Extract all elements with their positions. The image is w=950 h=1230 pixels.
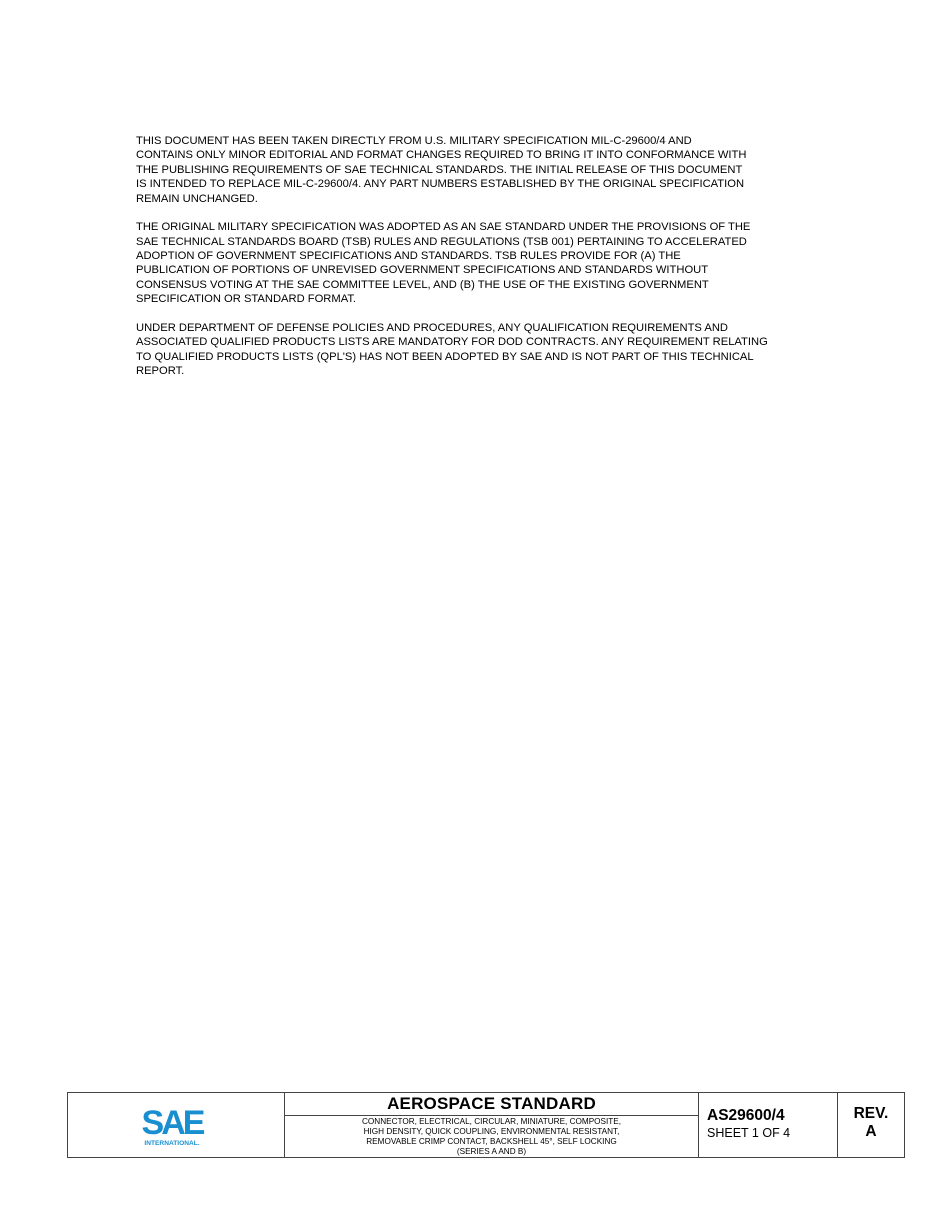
sheet-number: SHEET 1 OF 4 bbox=[707, 1126, 791, 1140]
paragraph-source-notice: THIS DOCUMENT HAS BEEN TAKEN DIRECTLY FROM U.S. MILITARY SPECIFICATION MIL-C-29600/4 AND CONTAINS ONLY MINOR EDITORIAL AND FORMAT CHANGES REQUIRED TO BRING IT INTO CONFORMANCE WITH THE PUBLISHING REQUIREMENTS OF SAE TECHNICAL STANDARDS. THE INITIAL RELEASE OF THIS DOCUMENT IS INTENDED TO REPLACE MIL-C-29600/4. ANY PART NUMBERS ESTABLISHED BY THE ORIGINAL SPECIFICATION REMAIN UNCHANGED. bbox=[136, 135, 747, 205]
standard-cell bbox=[285, 1093, 699, 1157]
document-number-cell bbox=[699, 1093, 838, 1157]
revision-label: REV. bbox=[853, 1105, 889, 1122]
revision-value: A bbox=[865, 1123, 877, 1140]
logo-cell bbox=[68, 1093, 285, 1157]
standard-heading: AEROSPACE STANDARD bbox=[285, 1093, 698, 1116]
title-block bbox=[67, 1092, 905, 1158]
paragraph-qualification: UNDER DEPARTMENT OF DEFENSE POLICIES AND PROCEDURES, ANY QUALIFICATION REQUIREMENTS AND ASSOCIATED QUALIFIED PRODUCTS LISTS ARE MANDATORY FOR DOD CONTRACTS. ANY REQUIREMENT RELATING TO QUALIFIED PRODUCTS LISTS (QPL'S) HAS NOT BEEN ADOPTED BY SAE AND IS NOT PART OF THIS TECHNICAL REPORT. bbox=[136, 321, 768, 378]
logo-subtext: INTERNATIONAL. bbox=[144, 1140, 200, 1147]
revision-cell bbox=[838, 1093, 904, 1157]
document-number: AS29600/4 bbox=[707, 1107, 785, 1124]
logo-mark: SAE bbox=[141, 1104, 203, 1142]
standard-description: CONNECTOR, ELECTRICAL, CIRCULAR, MINIATURE, COMPOSITE, HIGH DENSITY, QUICK COUPLING, ENVIRONMENTAL RESISTANT, REMOVABLE CRIMP CONTACT, BACKSHELL 45°, SELF LOCKING (SERIES A AND B) bbox=[362, 1117, 621, 1156]
sae-international-logo bbox=[139, 1104, 205, 1148]
document-body bbox=[136, 134, 852, 393]
paragraph-tsb-adoption: THE ORIGINAL MILITARY SPECIFICATION WAS ADOPTED AS AN SAE STANDARD UNDER THE PROVISIONS OF THE SAE TECHNICAL STANDARDS BOARD (TSB) RULES AND REGULATIONS (TSB 001) PERTAINING TO ACCELERATED ADOPTION OF GOVERNMENT SPECIFICATIONS AND STANDARDS. TSB RULES PROVIDE FOR (A) THE PUBLICATION OF PORTIONS OF UNREVISED GOVERNMENT SPECIFICATIONS AND STANDARDS WITHOUT CONSENSUS VOTING AT THE SAE COMMITTEE LEVEL, AND (B) THE USE OF THE EXISTING GOVERNMENT SPECIFICATION OR STANDARD FORMAT. bbox=[136, 221, 751, 306]
